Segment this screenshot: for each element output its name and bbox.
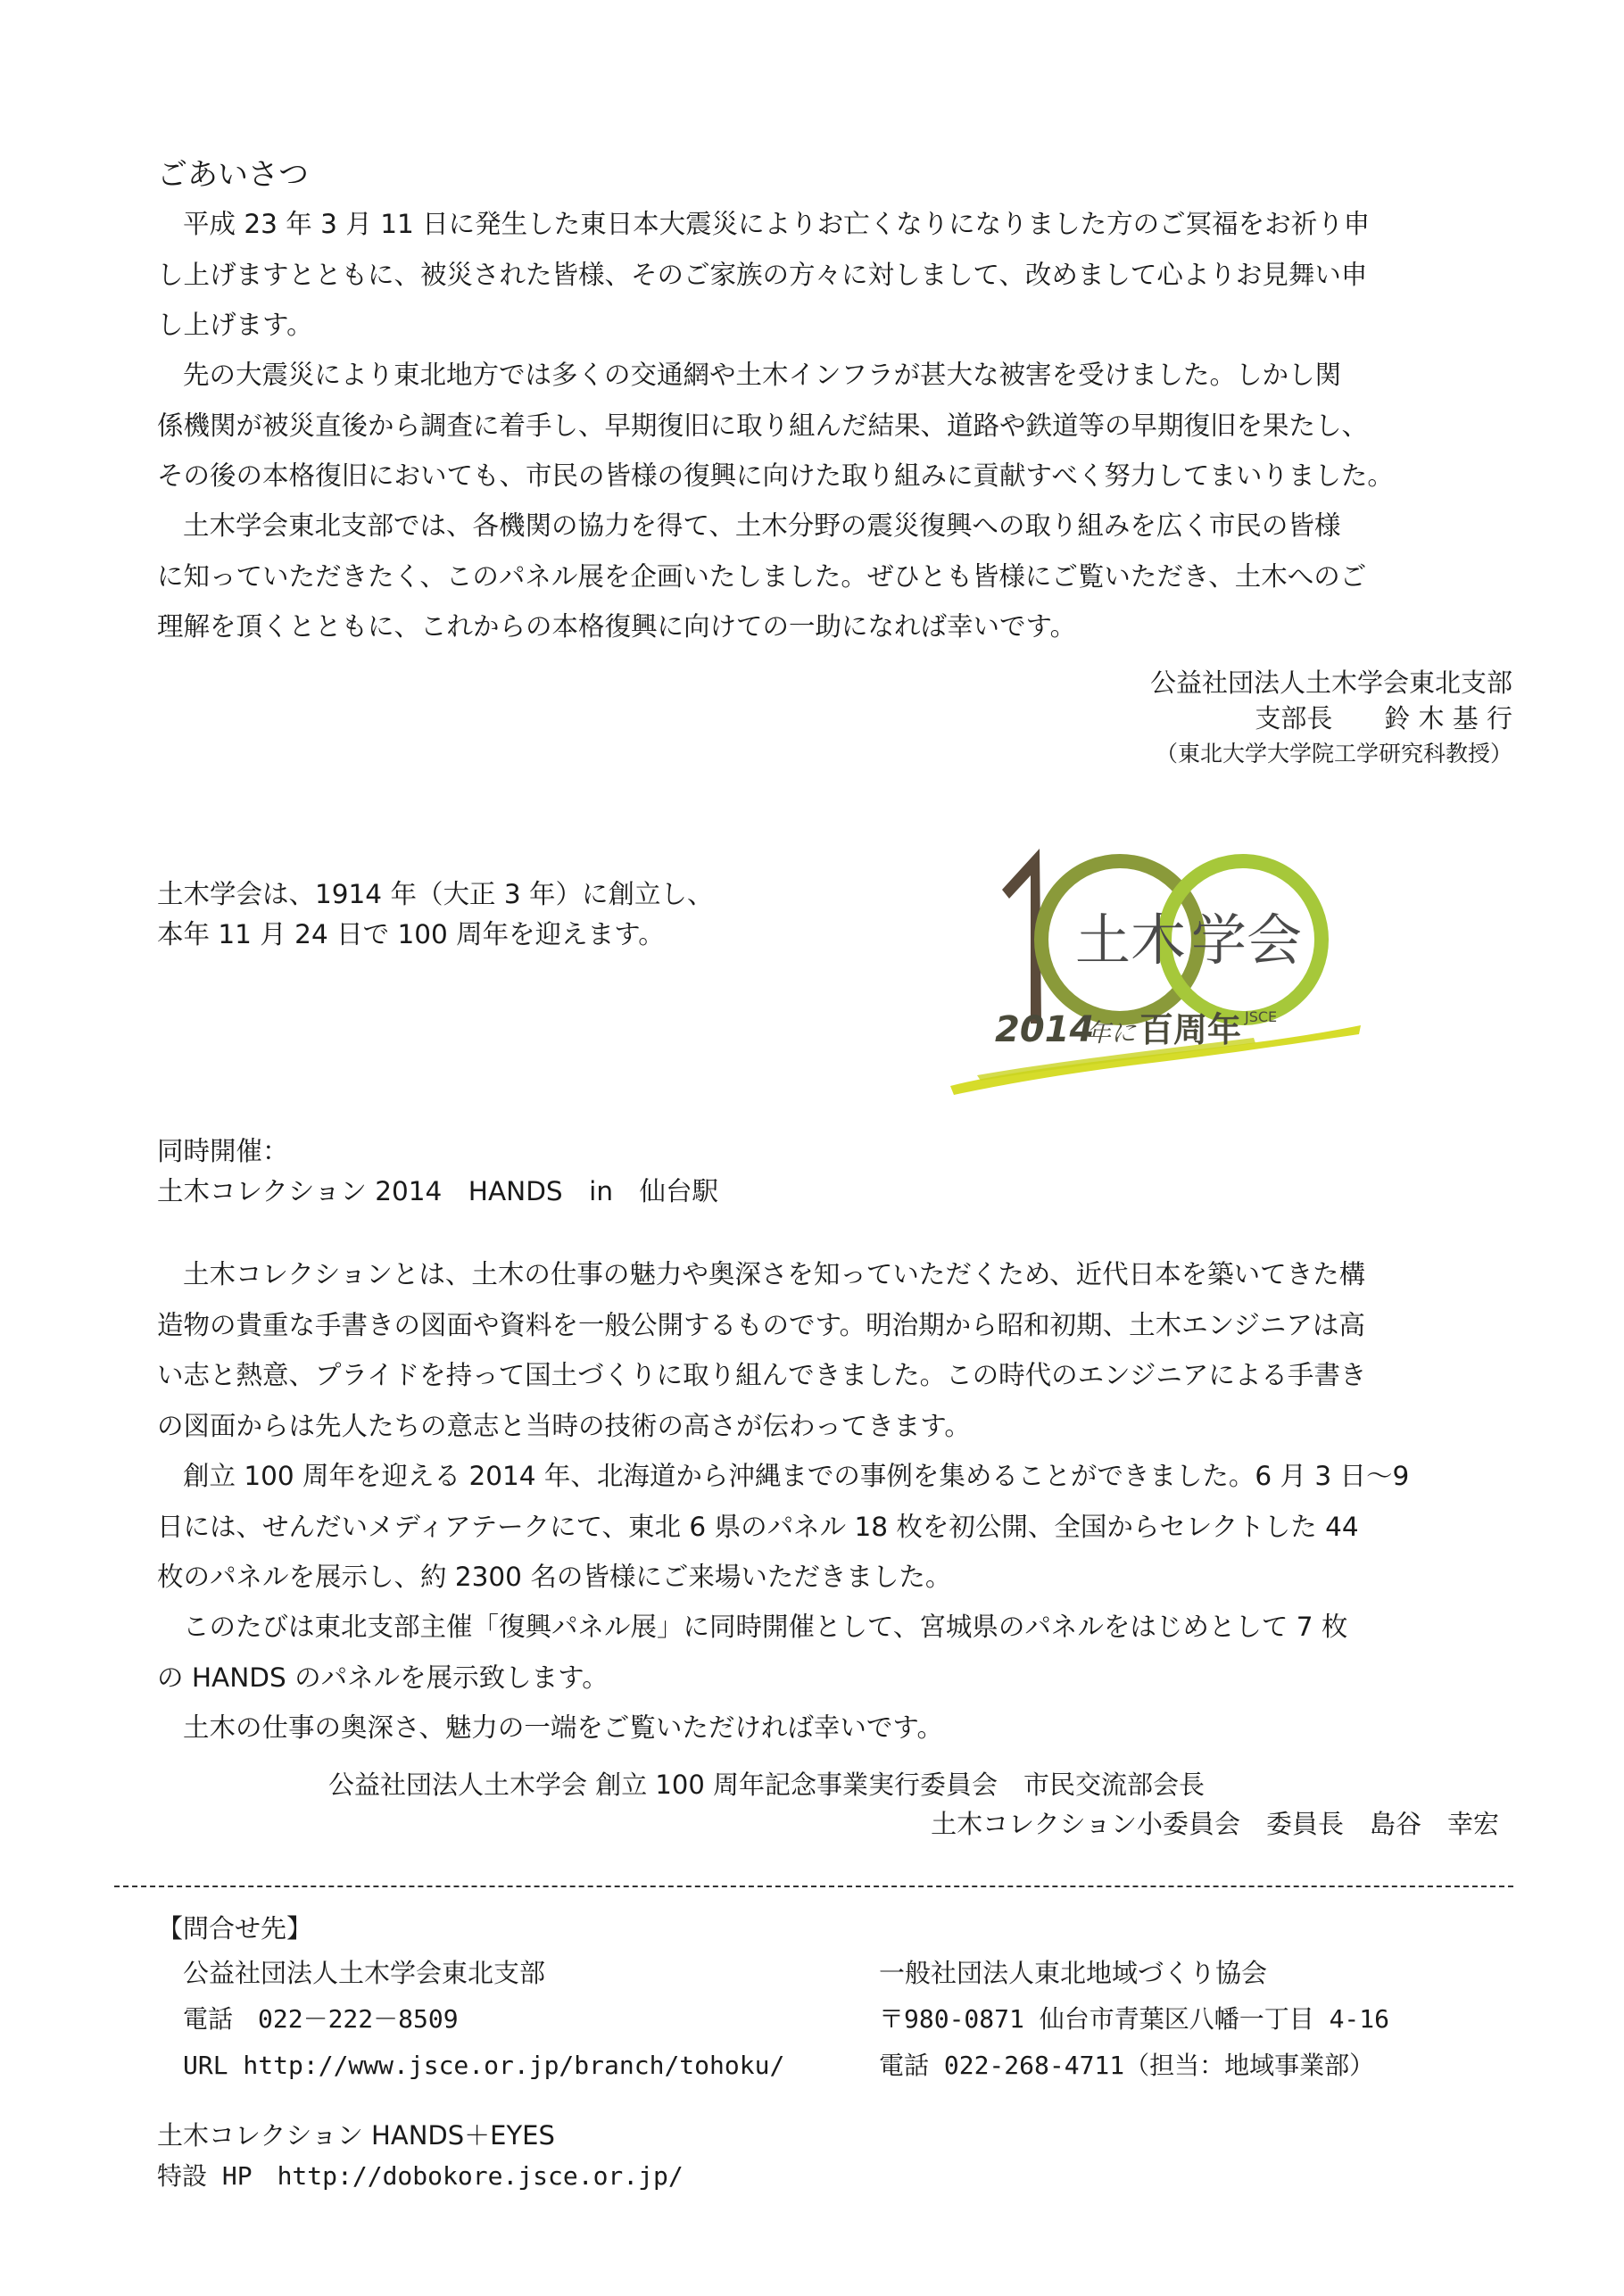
text-line: 土木コレクションとは、土木の仕事の魅力や奥深さを知っていただくため、近代日本を築いてきた構 [183,1259,1366,1289]
text-line: 日には、せんだいメディアテークにて、東北 6 県のパネル 18 枚を初公開、全国からセレクトした 44 [157,1511,1359,1542]
text-line: 先の大震災により東北地方では多くの交通網や土木インフラが甚大な被害を受けました。しかし関 [183,360,1342,390]
collection-paragraph-3 [157,1602,1347,1703]
collection-name: 土木コレクション HANDS＋EYES [157,2120,555,2151]
contact-right-phone: 電話 022-268-4711（担当：地域事業部） [879,2051,1375,2080]
collection-paragraph-2 [157,1451,1409,1603]
contact-right-address: 〒980-0871 仙台市青葉区八幡一丁目 4-16 [879,2004,1390,2034]
text-line: に知っていただきたく、このパネル展を企画いたしました。ぜひとも皆様にご覧いただき、土木へのご [157,560,1367,592]
anniversary-text [157,874,713,955]
logo-word-doboku: 土木 [1075,908,1187,973]
text-line: 理解を頂くとともに、これからの本格復興に向けての一助になれば幸いです。 [157,611,1077,642]
logo-jsce: JSCE [1245,1008,1278,1025]
collection-paragraph-4 [157,1703,943,1753]
text-line: 土木の仕事の奥深さ、魅力の一端をご覧いただければ幸いです。 [183,1712,943,1743]
text-line: し上げます。 [157,310,313,340]
text-line: の HANDS のパネルを展示致します。 [157,1662,609,1693]
text-line: このたびは東北支部主催「復興パネル展」に同時開催として、宮城県のパネルをはじめとして 7 枚 [183,1612,1348,1642]
contact-collection [157,2115,684,2197]
cojoint-event-name: 土木コレクション 2014 HANDS in 仙台駅 [157,1176,719,1206]
collection-signature-2: 土木コレクション小委員会 委員長 島谷 幸宏 [931,1809,1499,1839]
text-line: 土木学会は、1914 年（大正 3 年）に創立し、 [157,879,714,909]
contact-left-phone: 電話 022－222－8509 [183,2004,459,2034]
text-line: し上げますとともに、被災された皆様、そのご家族の方々に対しまして、改めまして心よりお見舞い申 [157,259,1368,290]
collection-hp[interactable]: 特設 HP http://dobokore.jsce.or.jp/ [157,2161,684,2191]
greeting-paragraph-3 [157,501,1366,652]
collection-paragraph-1 [157,1249,1366,1451]
text-line: 係機関が被災直後から調査に着手し、早期復旧に取り組んだ結果、道路や鉄道等の早期復旧を果たし、 [157,410,1369,441]
text-line: 土木学会東北支部では、各機関の協力を得て、土木分野の震災復興への取り組みを広く市民の皆様 [183,510,1341,541]
greeting-heading: ごあいさつ [157,157,309,193]
text-line: 本年 11 月 24 日で 100 周年を迎えます。 [157,919,665,949]
signature-name: 支部長 鈴 木 基 行 [1255,703,1512,734]
text-line: 造物の貴重な手書きの図面や資料を一般公開するものです。明治期から昭和初期、土木エンジニアは高 [157,1309,1365,1340]
greeting-paragraph-2 [157,350,1394,501]
greeting-paragraph-1 [157,199,1370,351]
text-line: の図面からは先人たちの意志と当時の技術の高さが伝わってきます。 [157,1410,971,1441]
logo-word-gakkai: 学会 [1191,908,1303,973]
signature-org: 公益社団法人土木学会東北支部 [1149,667,1512,698]
text-line: 平成 23 年 3 月 11 日に発生した東日本大震災によりお亡くなりになりました方のご冥福をお祈り申 [183,209,1371,239]
cojoint-event [157,1131,718,1212]
jsce-100th-logo [941,834,1361,1102]
logo-year: 2014 [995,1009,1095,1050]
contact-heading: 【問合せ先】 [157,1913,313,1944]
text-line: 創立 100 周年を迎える 2014 年、北海道から沖縄までの事例を集めることができました。6 月 3 日～9 [183,1461,1410,1491]
cojoint-label: 同時開催： [157,1136,289,1166]
greeting-signature [1150,665,1512,772]
logo-ni: 年に [1086,1018,1137,1048]
text-line: い志と熱意、プライドを持って国土づくりに取り組んできました。この時代のエンジニアによる手書き [157,1360,1367,1390]
contact-right [879,1950,1389,2089]
dashed-divider [114,1886,1513,1887]
logo-hyakushunen: 百周年 [1139,1010,1242,1049]
contact-right-org: 一般社団法人東北地域づくり協会 [879,1958,1268,1988]
collection-signature-1: 公益社団法人土木学会 創立 100 周年記念事業実行委員会 市民交流部会長 [328,1770,1206,1800]
contact-left-org: 公益社団法人土木学会東北支部 [183,1958,546,1988]
contact-left [183,1950,784,2089]
signature-affiliation: （東北大学大学院工学研究科教授） [1155,741,1512,767]
text-line: 枚のパネルを展示し、約 2300 名の皆様にご来場いただきました。 [157,1562,952,1592]
contact-left-url[interactable]: URL http://www.jsce.or.jp/branch/tohoku/ [183,2051,785,2080]
text-line: その後の本格復旧においても、市民の皆様の復興に向けた取り組みに貢献すべく努力してまいりました。 [157,460,1394,491]
